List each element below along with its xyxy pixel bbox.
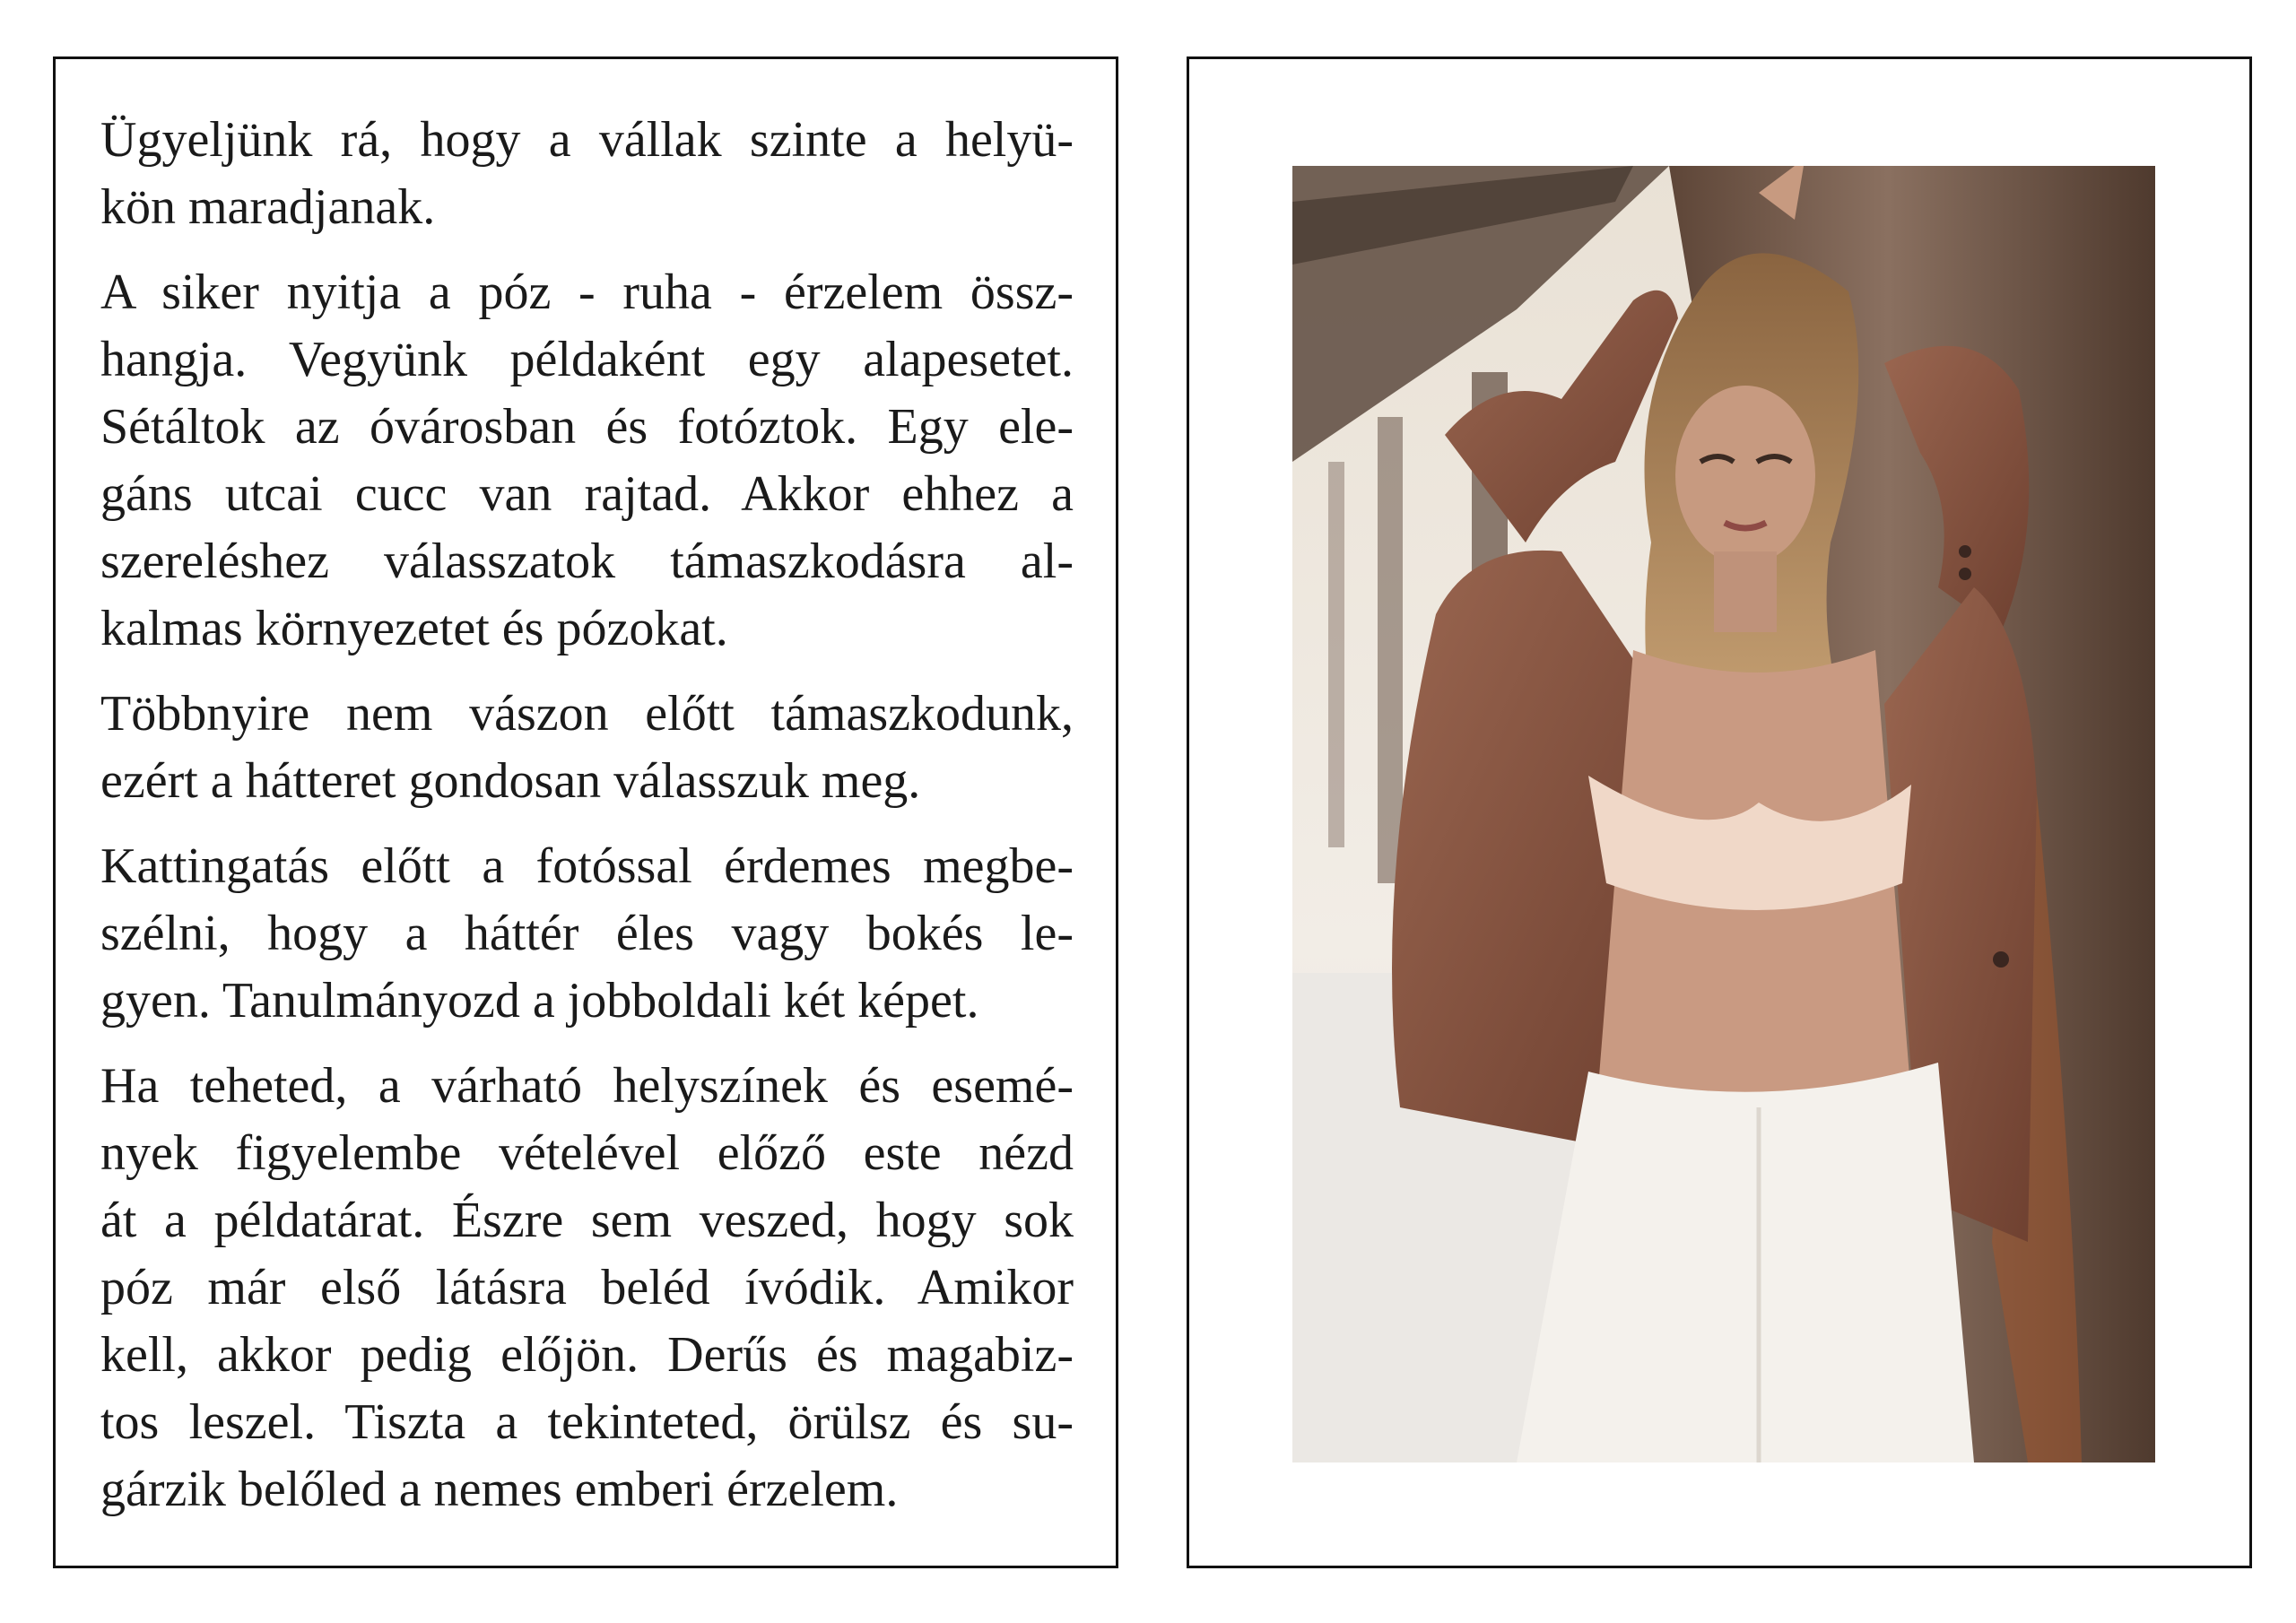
- text-line: kön maradjanak.: [100, 179, 436, 235]
- text-line: nyek figyelembe vételével előző este nézd: [100, 1125, 1074, 1181]
- text-line: szélni, hogy a háttér éles vagy bokés le-: [100, 906, 1074, 961]
- left-page: [53, 56, 1118, 1568]
- paragraph-1: [100, 107, 1074, 241]
- text-line: hangja. Vegyünk példaként egy alapesetet.: [100, 332, 1074, 387]
- paragraph-4: [100, 833, 1074, 1035]
- paragraph-3: [100, 681, 1074, 815]
- text-line: Ha teheted, a várható helyszínek és esemé-: [100, 1058, 1074, 1114]
- fashion-photo: [1292, 166, 2155, 1462]
- paragraph-5: [100, 1053, 1074, 1523]
- fashion-photo-illustration: [1292, 166, 2155, 1462]
- text-line: gáns utcai cucc van rajtad. Akkor ehhez a: [100, 466, 1074, 522]
- text-line: át a példatárat. Észre sem veszed, hogy sok: [100, 1193, 1074, 1248]
- background-pillar: [1328, 462, 1344, 847]
- text-line: Sétáltok az óvárosban és fotóztok. Egy ele-: [100, 399, 1074, 455]
- face: [1675, 386, 1815, 565]
- sleeve-button: [1959, 568, 1971, 580]
- text-line: Többnyire nem vászon előtt támaszkodunk,: [100, 686, 1074, 742]
- text-line: szereléshez válasszatok támaszkodásra al-: [100, 534, 1074, 589]
- text-line: gyen. Tanulmányozd a jobboldali két képet.: [100, 973, 979, 1028]
- text-line: A siker nyitja a póz - ruha - érzelem össz-: [100, 265, 1074, 320]
- neck: [1714, 551, 1777, 632]
- text-line: ezért a hátteret gondosan válasszuk meg.: [100, 753, 921, 809]
- sleeve-button: [1959, 545, 1971, 558]
- text-line: gárzik belőled a nemes emberi érzelem.: [100, 1462, 899, 1517]
- text-line: kalmas környezetet és pózokat.: [100, 601, 728, 656]
- text-line: póz már első látásra beléd ívódik. Amikor: [100, 1260, 1074, 1315]
- white-trousers: [1517, 1063, 1974, 1462]
- text-line: Ügyeljünk rá, hogy a vállak szinte a helyü-: [100, 112, 1074, 168]
- right-page: [1187, 56, 2252, 1568]
- background-pillar: [1378, 417, 1403, 883]
- text-line: Kattingatás előtt a fotóssal érdemes megbe-: [100, 838, 1074, 894]
- jacket-button: [1993, 951, 2009, 968]
- text-body: [100, 107, 1074, 1541]
- paragraph-2: [100, 259, 1074, 663]
- text-line: tos leszel. Tiszta a tekinteted, örülsz és su-: [100, 1394, 1074, 1450]
- text-line: kell, akkor pedig előjön. Derűs és magabiz-: [100, 1327, 1074, 1383]
